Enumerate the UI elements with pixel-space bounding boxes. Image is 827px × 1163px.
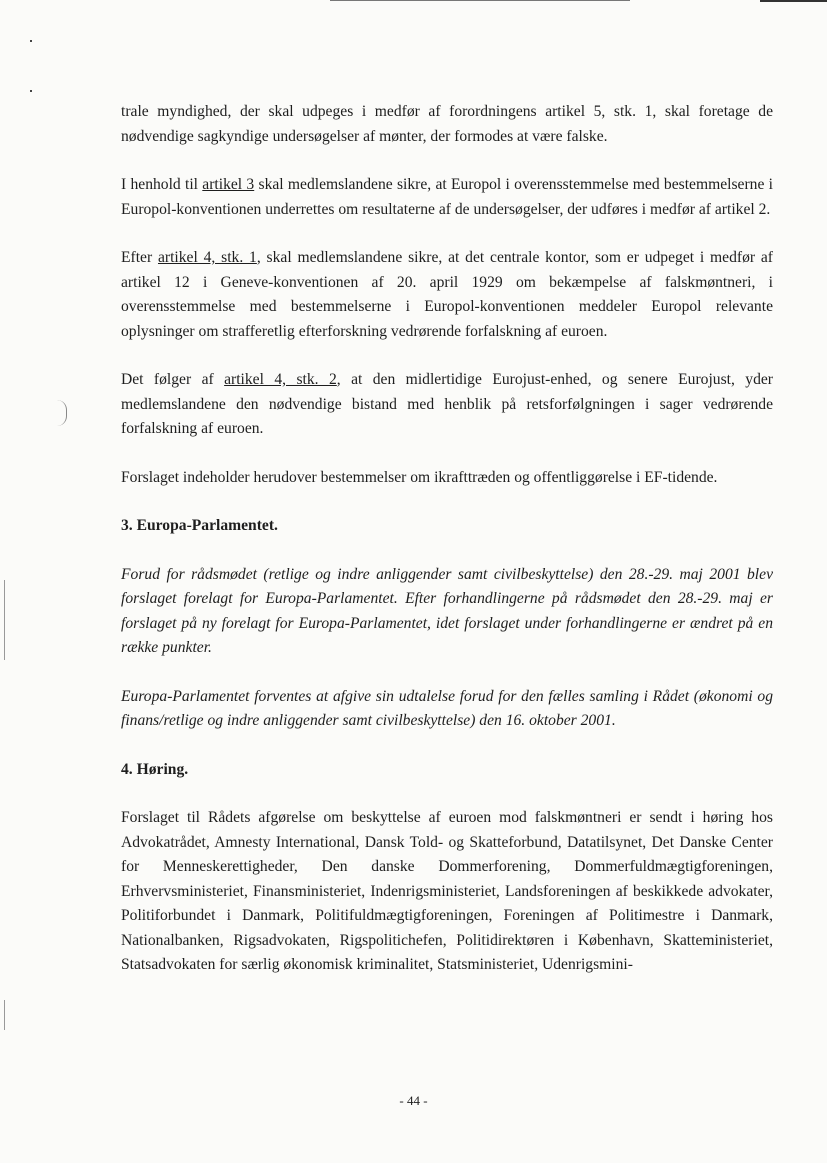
spacer: [121, 442, 773, 466]
text-run: Det følger af: [121, 371, 225, 388]
section-heading-3: 3. Europa-Parlamentet.: [121, 517, 278, 534]
spacer: [121, 539, 773, 563]
text-run: Efter: [121, 249, 158, 266]
article-reference: artikel 3: [202, 176, 255, 193]
page-body: [121, 100, 773, 978]
spacer: [121, 344, 773, 368]
spacer: [121, 222, 773, 246]
text-run: , skal medlemslandene sikre, at det centrale kontor, som er udpeget i medfør af artikel 12 i Geneve-konventionen af 20. april 1929 om bekæmpelse af falskmøntneri, i overensstemmelse med bestemmelserne i Europol-konventionen meddeler Europol relevante oplysninger om strafferetlig efterforskning vedrørende forfalskning af euroen.: [121, 249, 773, 340]
scan-bracket-mark: [56, 400, 67, 426]
spacer: [121, 149, 773, 173]
spacer: [121, 661, 773, 685]
italic-paragraph: Forud for rådsmødet (retlige og indre anliggender samt civilbeskyttelse) den 28.-29. maj 2001 blev forslaget forelagt for Europa-Parlamentet. Efter forhandlingerne på rådsmødet den 28.-29. maj er forslaget på ny forelagt for Europa-Parlamentet, idet forslaget under forhandlingerne er ændret på en række punkter.: [121, 565, 773, 656]
body-paragraph: [121, 466, 773, 491]
body-paragraph: [121, 246, 773, 344]
scan-speck: [30, 40, 32, 42]
text-run: , at den midlertidige Eurojust-enhed, og senere Eurojust, yder medlemslandene den nødvendige bistand med henblik på retsforfølgningen i sager vedrørende forfalskning af euroen.: [121, 371, 774, 437]
italic-paragraph: Europa-Parlamentet forventes at afgive sin udtalelse forud for den fælles samling i Rådet (økonomi og finans/retlige og indre anliggender samt civilbeskyttelse) den 16. oktober 2001.: [121, 687, 773, 729]
page-number: - 44 -: [399, 1093, 428, 1108]
body-paragraph: [121, 368, 773, 442]
body-paragraphs: [121, 100, 773, 514]
article-reference: artikel 4, stk. 2: [224, 371, 337, 388]
spacer: [121, 734, 773, 758]
scan-speck: [30, 90, 32, 92]
body-paragraph: [121, 173, 773, 222]
hearing-paragraph: Forslaget til Rådets afgørelse om beskyttelse af euroen mod falskmøntneri er sendt i høring hos Advokatrådet, Amnesty International, Dansk Told- og Skatteforbund, Datatilsynet, Det Danske Center for Menneskerettigheder, Den danske Dommerforening, Dommerfuldmægtigforeningen, Erhvervsministeriet, Finansministeriet, Indenrigsministeriet, Landsforeningen af beskikkede advokater, Politiforbundet i Danmark, Politifuldmægtigforeningen, Foreningen af Politimestre i Danmark, Nationalbanken, Rigsadvokaten, Rigspolitichefen, Politidirektøren i København, Skatteministeriet, Statsadvokaten for særlig økonomisk kriminalitet, Statsministeriet, Udenrigsmini-: [121, 809, 773, 973]
text-run: Forslaget indeholder herudover bestemmelser om ikrafttræden og offentliggørelse i EF-tidende.: [121, 468, 718, 486]
scan-top-rule-left: [330, 0, 630, 1]
scan-edge-line: [4, 580, 5, 660]
body-paragraph: [121, 100, 773, 149]
scan-top-rule-right: [760, 0, 827, 2]
section-heading-4: 4. Høring.: [121, 760, 189, 778]
spacer: [121, 490, 773, 514]
text-run: trale myndighed, der skal udpeges i medfør af forordningens artikel 5, stk. 1, skal foretage de nødvendige sagkyndige undersøgelser af mønter, der formodes at være falske.: [121, 103, 773, 145]
article-reference: artikel 4, stk. 1: [157, 249, 257, 266]
scan-edge-line: [4, 1000, 5, 1030]
text-run: skal medlemslandene sikre, at Europol i overensstemmelse med bestemmelserne i Europol-konventionen underrettes om resultaterne af de undersøgelser, der udføres i medfør af artikel 2.: [121, 176, 773, 218]
spacer: [121, 782, 773, 806]
text-run: I henhold til: [121, 176, 203, 193]
